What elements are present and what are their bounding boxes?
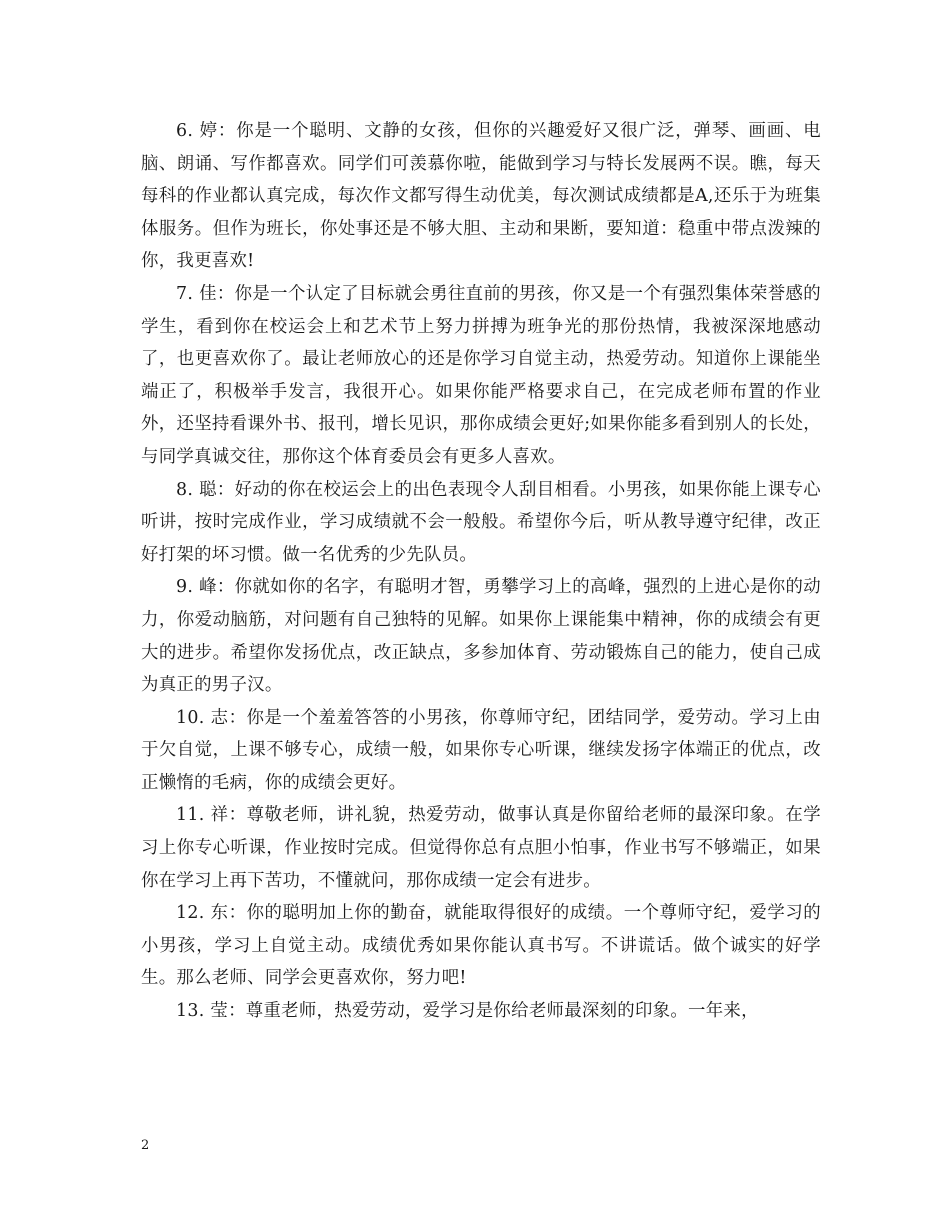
comment-paragraph-11: 11. 祥：尊敬老师，讲礼貌，热爱劳动，做事认真是你留给老师的最深印象。在学习上你专心听课，作业按时完成。但觉得你总有点胆小怕事，作业书写不够端正，如果你在学习上再下苦功，不懂就问，那你成绩一定会有进步。 xyxy=(141,805,821,891)
comment-paragraph-9: 9. 峰：你就如你的名字，有聪明才智，勇攀学习上的高峰，强烈的上进心是你的动力，你爱动脑筋，对问题有自己独特的见解。如果你上课能集中精神，你的成绩会有更大的进步。希望你发扬优点，改正缺点，多参加体育、劳动锻炼自己的能力，使自己成为真正的男子汉。 xyxy=(141,577,821,696)
comment-paragraph-6: 6. 婷：你是一个聪明、文静的女孩，但你的兴趣爱好又很广泛，弹琴、画画、电脑、朗诵、写作都喜欢。同学们可羡慕你啦，能做到学习与特长发展两不误。瞧，每天每科的作业都认真完成，每次作文都写得生动优美，每次测试成绩都是A,还乐于为班集体服务。但作为班长，你处事还是不够大胆、主动和果断，要知道：稳重中带点泼辣的你，我更喜欢! xyxy=(141,121,821,272)
comment-paragraph-8: 8. 聪：好动的你在校运会上的出色表现令人刮目相看。小男孩，如果你能上课专心听讲，按时完成作业，学习成绩就不会一般般。希望你今后，听从教导遵守纪律，改正好打架的坏习惯。做一名优秀的少先队员。 xyxy=(141,479,821,565)
comment-paragraph-10: 10. 志：你是一个羞羞答答的小男孩，你尊师守纪，团结同学，爱劳动。学习上由于欠自觉，上课不够专心，成绩一般，如果你专心听课，继续发扬字体端正的优点，改正懒惰的毛病，你的成绩会更好。 xyxy=(141,707,821,793)
comment-paragraph-12: 12. 东：你的聪明加上你的勤奋，就能取得很好的成绩。一个尊师守纪，爱学习的小男孩，学习上自觉主动。成绩优秀如果你能认真书写。不讲谎话。做个诚实的好学生。那么老师、同学会更喜欢你，努力吧! xyxy=(141,903,821,989)
document-body xyxy=(141,115,821,1028)
comment-paragraph-7: 7. 佳：你是一个认定了目标就会勇往直前的男孩，你又是一个有强烈集体荣誉感的学生，看到你在校运会上和艺术节上努力拼搏为班争光的那份热情，我被深深地感动了，也更喜欢你了。最让老师放心的还是你学习自觉主动，热爱劳动。知道你上课能坐端正了，积极举手发言，我很开心。如果你能严格要求自己，在完成老师布置的作业外，还坚持看课外书、报刊，增长见识，那你成绩会更好;如果你能多看到别人的长处，与同学真诚交往，那你这个体育委员会有更多人喜欢。 xyxy=(141,283,821,467)
comment-paragraph-13: 13. 莹：尊重老师，热爱劳动，爱学习是你给老师最深刻的印象。一年来， xyxy=(176,1001,759,1022)
page-number: 2 xyxy=(141,1138,150,1153)
